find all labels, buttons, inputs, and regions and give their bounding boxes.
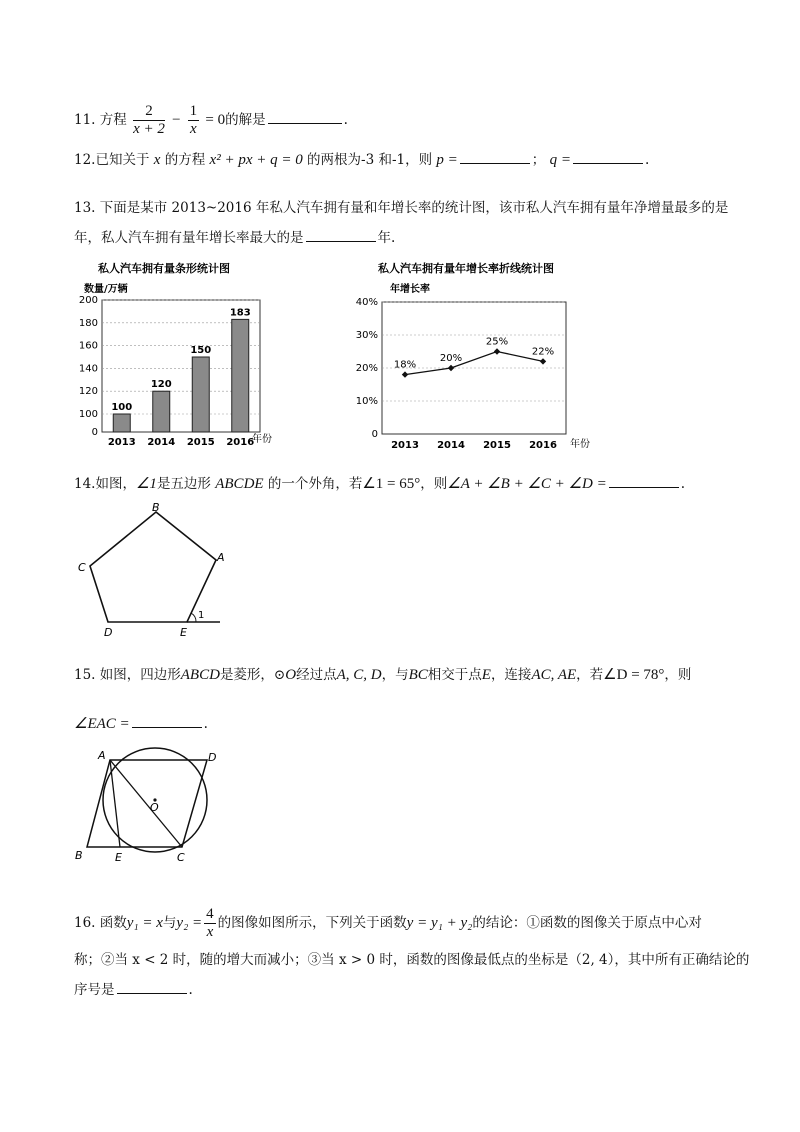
question-16-line3: 序号是 . bbox=[74, 982, 193, 998]
line-chart-ytick: 30% bbox=[355, 330, 378, 341]
bar-chart-ytick: 100 bbox=[78, 409, 98, 420]
line-chart-ytick: 20% bbox=[355, 363, 378, 374]
line-value-label: 20% bbox=[439, 353, 463, 364]
pentagon-label-c: C bbox=[78, 561, 86, 574]
bar-chart-xlabel: 年份 bbox=[252, 434, 272, 445]
bar-chart-ytick: 200 bbox=[78, 295, 98, 306]
line-chart-ytick: 40% bbox=[355, 297, 378, 308]
answer-blank-12-p[interactable] bbox=[460, 162, 530, 164]
pentagon-label-e: E bbox=[180, 626, 187, 639]
line-point-2015 bbox=[494, 348, 500, 354]
line-point-2013 bbox=[402, 371, 408, 377]
bar-chart-ytick: 0 bbox=[91, 427, 98, 438]
question-16-line2: 称；②当 x < 2 时，随的增大而减小；③当 x > 0 时，函数的图像最低点的坐标是（2, 4），其中所有正确结论的 bbox=[74, 952, 750, 968]
bar-chart-xtick: 2016 bbox=[226, 437, 255, 448]
pentagon-label-d: D bbox=[104, 626, 113, 639]
answer-blank-12-q[interactable] bbox=[573, 162, 643, 164]
bar-chart-xtick: 2015 bbox=[186, 437, 215, 448]
fraction-1-over-x: $\frac{1}{x}$ bbox=[189, 103, 198, 137]
bar-value-label: 120 bbox=[150, 379, 172, 391]
rhombus-label-b: B bbox=[75, 849, 83, 862]
line-value-label: 22% bbox=[531, 346, 555, 358]
answer-blank-15[interactable] bbox=[132, 726, 202, 728]
bar-chart-xtick: 2013 bbox=[107, 437, 136, 448]
bar-2015 bbox=[192, 357, 209, 432]
pentagon-label-b: B bbox=[152, 502, 160, 514]
bar-2013 bbox=[113, 414, 130, 432]
line-chart-xlabel: 年份 bbox=[570, 439, 590, 450]
answer-blank-13[interactable] bbox=[306, 240, 376, 242]
line-chart-xtick: 2015 bbox=[483, 440, 511, 451]
rhombus-label-c: C bbox=[177, 851, 185, 864]
bar-chart-ytick: 140 bbox=[78, 363, 98, 375]
bar-chart-ytick: 160 bbox=[78, 340, 98, 352]
answer-blank-14[interactable] bbox=[609, 486, 679, 488]
line-series bbox=[405, 352, 543, 375]
question-11: 11. 方程 $\frac{2}{x + 2}$ − $\frac{1}{x}$ = 0的解是 . bbox=[74, 103, 348, 137]
question-13-line1: 13. 下面是某市 2013~2016 年私人汽车拥有量和年增长率的统计图，该市私人汽车拥有量年净增量最多的是 bbox=[74, 200, 729, 216]
pentagon-label-angle-1: 1 bbox=[198, 610, 205, 621]
line-value-label: 25% bbox=[485, 336, 509, 348]
bar-chart-title: 私人汽车拥有量条形统计图 bbox=[98, 262, 230, 275]
bar-chart bbox=[70, 258, 300, 458]
question-12: 12.已知关于 x 的方程 x² + px + q = 0 的两根为-3 和-1，则 p = ； q = . bbox=[74, 152, 650, 168]
bar-chart-ytick: 120 bbox=[78, 386, 98, 398]
line-point-2014 bbox=[448, 365, 454, 371]
question-13-line2: 年，私人汽车拥有量年增长率最大的是 年. bbox=[74, 230, 396, 246]
bar-value-label: 100 bbox=[111, 402, 133, 413]
line-chart-ytick: 0 bbox=[371, 429, 378, 440]
question-14: 14.如图，∠1是五边形 ABCDE 的一个外角，若∠1 = 65°，则∠A + ∠B + ∠C + ∠D = . bbox=[74, 476, 685, 492]
bar-chart-ytick: 180 bbox=[78, 317, 98, 329]
bar-value-label: 183 bbox=[229, 307, 251, 319]
answer-blank-16[interactable] bbox=[117, 992, 187, 994]
line-chart-ylabel: 年增长率 bbox=[390, 284, 430, 295]
line-value-label: 18% bbox=[393, 359, 417, 371]
rhombus-label-a: A bbox=[98, 749, 106, 762]
answer-blank-11[interactable] bbox=[268, 122, 342, 124]
fraction-2-over-x-plus-2: $\frac{2}{x + 2}$ bbox=[133, 103, 165, 137]
rhombus-label-d: D bbox=[208, 751, 217, 764]
question-15-line2: ∠EAC = . bbox=[74, 716, 208, 732]
line-chart-xtick: 2016 bbox=[529, 440, 557, 451]
rhombus-label-e: E bbox=[115, 851, 122, 864]
bar-chart-xtick: 2014 bbox=[147, 437, 176, 448]
pentagon-label-a: A bbox=[217, 551, 225, 564]
line-chart-xtick: 2013 bbox=[391, 440, 419, 451]
question-15-line1: 15. 如图，四边形ABCD是菱形，⊙O经过点A, C, D，与BC相交于点E，连接AC, AE，若∠D = 78°，则 bbox=[74, 667, 692, 683]
question-16-line1: 16. 函数y₁ = x与y₂ = $\frac{4}{x}$ 的图像如图所示，下列关于函数y = y₁ + y₂的结论：①函数的图像关于原点中心对 bbox=[74, 906, 702, 940]
line-chart bbox=[348, 258, 608, 458]
bar-value-label: 150 bbox=[190, 345, 212, 356]
bar-2016 bbox=[232, 319, 249, 432]
circle-center-label-o: O bbox=[150, 801, 159, 814]
bar-2014 bbox=[153, 391, 170, 432]
fraction-4-over-x: $\frac{4}{x}$ bbox=[206, 906, 214, 940]
pentagon-figure bbox=[72, 502, 232, 642]
rhombus-circle-figure bbox=[70, 745, 230, 875]
line-chart-xtick: 2014 bbox=[437, 440, 465, 451]
line-chart-ytick: 10% bbox=[355, 396, 378, 407]
bar-chart-ylabel: 数量/万辆 bbox=[84, 284, 128, 295]
line-chart-title: 私人汽车拥有量年增长率折线统计图 bbox=[378, 262, 554, 275]
line-point-2016 bbox=[540, 358, 546, 364]
